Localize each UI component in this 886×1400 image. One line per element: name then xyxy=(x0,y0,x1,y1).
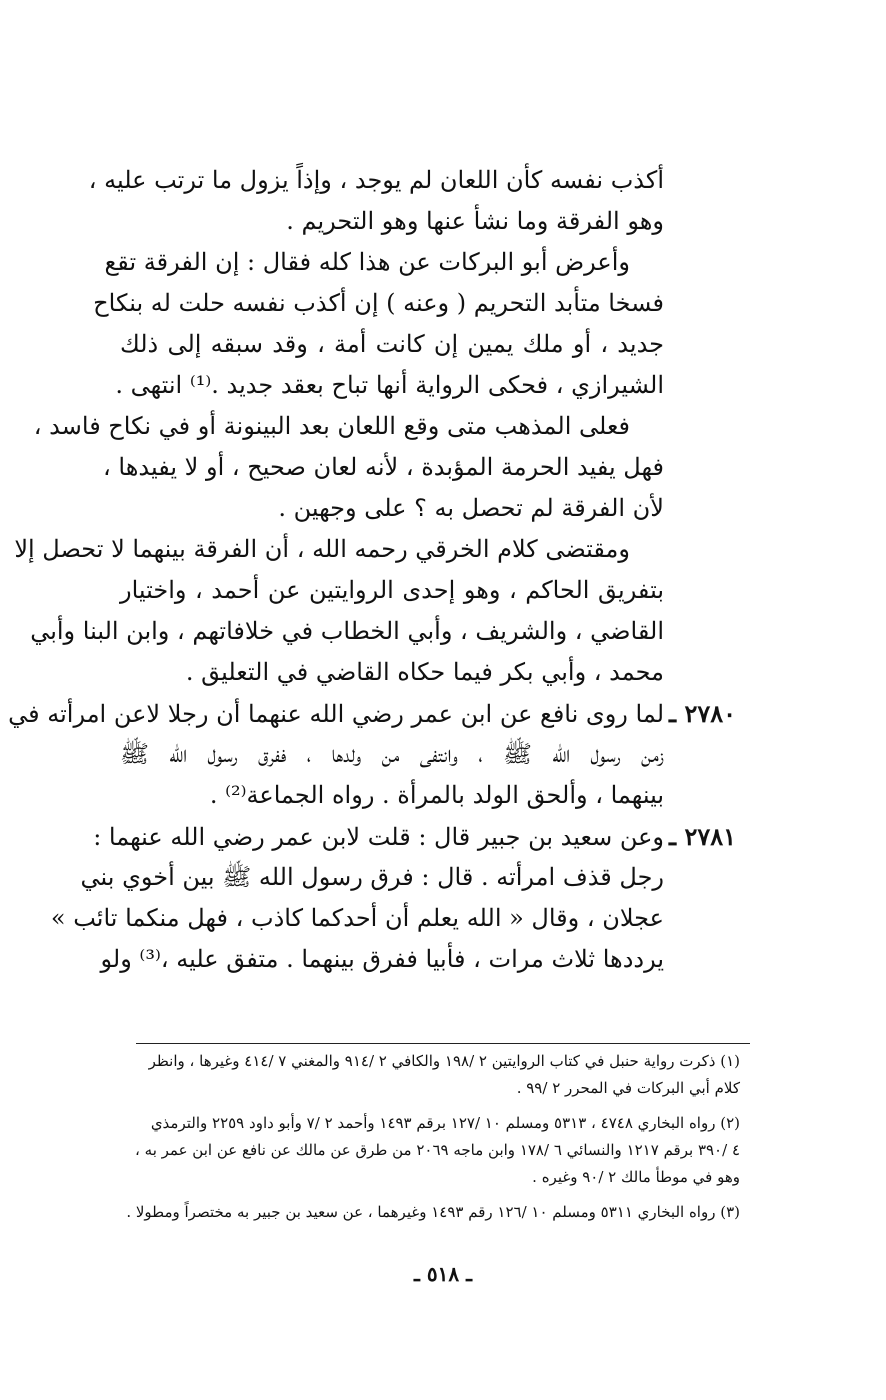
hadith-text: وعن سعيد بن جبير قال : قلت لابن عمر رضي الله عنهما : xyxy=(93,823,664,851)
hadith-first-line xyxy=(8,693,736,734)
text-line: الشيرازي ، فحكى الرواية أنها تباح بعقد جديد .⁽¹⁾ انتهى . xyxy=(115,371,664,399)
footnotes xyxy=(126,1048,740,1226)
page-number: ـ ٥١٨ ـ xyxy=(414,1262,472,1286)
footnote-2-line: وهو في موطأ مالك ٢ /٩٠ وغيره . xyxy=(532,1168,740,1186)
text-line: وأعرض أبو البركات عن هذا كله فقال : إن الفرقة تقع xyxy=(104,248,630,276)
hadith-2781 xyxy=(50,816,736,980)
text-line: أكذب نفسه كأن اللعان لم يوجد ، وإذاً يزول ما ترتب عليه ، xyxy=(88,166,664,194)
hadith-number: ٢٧٨١ ـ xyxy=(669,822,736,851)
hadith-number: ٢٧٨٠ ـ xyxy=(669,699,736,728)
text-line: جديد ، أو ملك يمين إن كانت أمة ، وقد سبقه إلى ذلك xyxy=(120,330,664,358)
text-line: عجلان ، وقال « الله يعلم أن أحدكما كاذب ، فهل منكما تائب » xyxy=(50,904,664,932)
text-line: فعلى المذهب متى وقع اللعان بعد البينونة أو في نكاح فاسد ، xyxy=(33,412,630,440)
paragraph xyxy=(14,529,664,693)
text-line: وهو الفرقة وما نشأ عنها وهو التحريم . xyxy=(286,207,664,235)
paragraph xyxy=(93,242,664,406)
text-line: القاضي ، والشريف ، وأبي الخطاب في خلافاتهم ، وابن البنا وأبي xyxy=(30,617,664,645)
footnote-2-line: ٤ /٣٩٠ برقم ١٢١٧ والنسائي ٦ /١٧٨ وابن ماجه ٢٠٦٩ من طرق عن مالك عن نافع عن ابن عمر به ، xyxy=(135,1141,740,1159)
footnote-2-line: (٢) رواه البخاري ٤٧٤٨ ، ٥٣١٣ ومسلم ١٠ /١٢٧ برقم ١٤٩٣ وأحمد ٢ /٧ وأبو داود ٢٢٥٩ والترمذي xyxy=(150,1114,740,1132)
text-line: بتفريق الحاكم ، وهو إحدى الروايتين عن أحمد ، واختيار xyxy=(120,576,664,604)
paragraph xyxy=(33,406,664,529)
paragraph xyxy=(88,160,664,242)
main-text xyxy=(8,160,736,980)
text-line: بينهما ، وألحق الولد بالمرأة . رواه الجماعة⁽²⁾ . xyxy=(209,781,664,809)
text-line: فسخا متأبد التحريم ( وعنه ) إن أكذب نفسه حلت له بنكاح xyxy=(93,289,664,317)
footnote-1 xyxy=(126,1048,740,1102)
hadith-text: لما روى نافع عن ابن عمر رضي الله عنهما أن رجلا لاعن امرأته في xyxy=(8,700,664,728)
text-line: رجل قذف امرأته . قال : فرق رسول الله ﷺ بين أخوي بني xyxy=(80,863,664,891)
text-line: محمد ، وأبي بكر فيما حكاه القاضي في التعليق . xyxy=(185,658,664,686)
hadith-2780 xyxy=(8,693,736,816)
footnote-3-line: (٣) رواه البخاري ٥٣١١ ومسلم ١٠ /١٢٦ رقم ١٤٩٣ وغيرهما ، عن سعيد بن جبير به مختصراً ومطولا . xyxy=(126,1203,740,1221)
text-line: يرددها ثلاث مرات ، فأبيا ففرق بينهما . متفق عليه ،⁽³⁾ ولو xyxy=(100,945,664,973)
text-line: زمن رسول الله ﷺ ، وانتفى من ولدها ، ففرق رسول الله ﷺ xyxy=(120,740,664,768)
hadith-first-line xyxy=(93,816,736,857)
footnote-divider xyxy=(136,1043,750,1044)
footnote-line: كلام أبي البركات في المحرر ٢ /٩٩ . xyxy=(516,1079,740,1097)
text-line: لأن الفرقة لم تحصل به ؟ على وجهين . xyxy=(278,494,664,522)
text-line: ومقتضى كلام الخرقي رحمه الله ، أن الفرقة بينهما لا تحصل إلا xyxy=(14,535,630,563)
footnote-line: (١) ذكرت رواية حنبل في كتاب الروايتين ٢ /١٩٨ والكافي ٢ /٩١٤ والمغني ٧ /٤١٤ وغيرها ، وانظر xyxy=(148,1052,740,1070)
text-line: فهل يفيد الحرمة المؤبدة ، لأنه لعان صحيح ، أو لا يفيدها ، xyxy=(103,453,664,481)
